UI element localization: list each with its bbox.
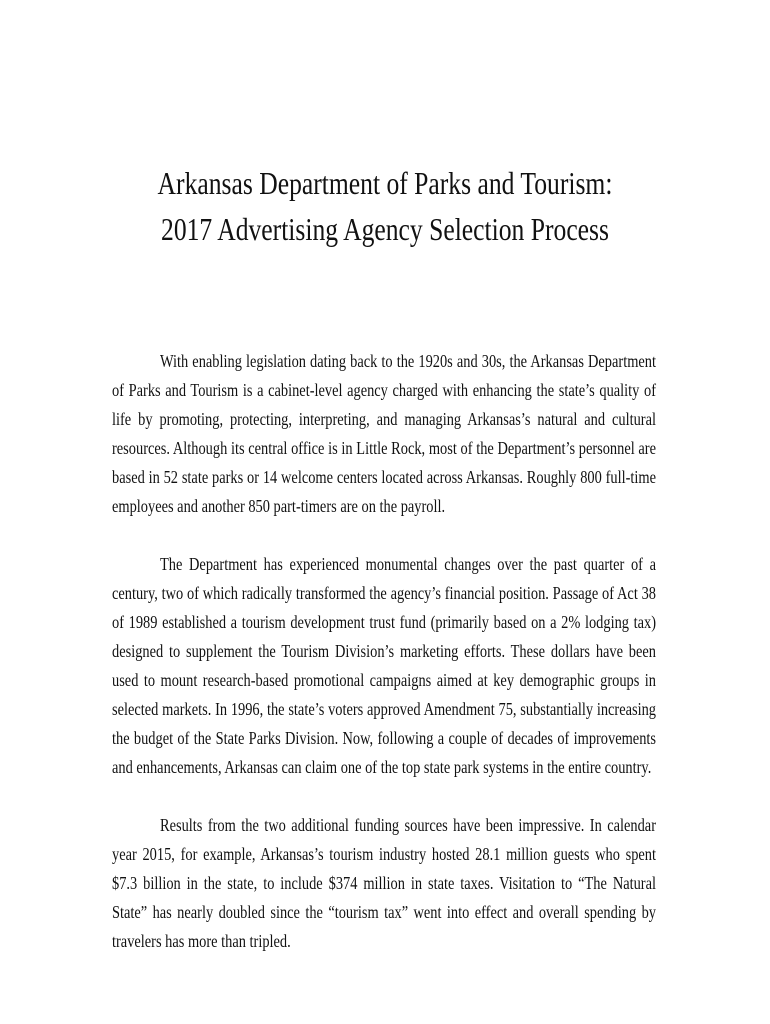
title-line-2: 2017 Advertising Agency Selection Process: [161, 211, 609, 247]
document-body: [112, 347, 656, 985]
title-line-1: Arkansas Department of Parks and Tourism:: [157, 165, 613, 201]
paragraph-1: With enabling legislation dating back to the 1920s and 30s, the Arkansas Department of Parks and Tourism is a cabinet-level agency charged with enhancing the state’s quality of life by promoting, protecting, interpreting, and managing Arkansas’s natural and cultural resources. Although its central office is in Little Rock, most of the Department’s personnel are based in 52 state parks or 14 welcome centers located across Arkansas. Roughly 800 full-time employees and another 850 part-timers are on the payroll.: [112, 351, 656, 516]
paragraph-2: The Department has experienced monumental changes over the past quarter of a century, two of which radically transformed the agency’s financial position. Passage of Act 38 of 1989 established a tourism development trust fund (primarily based on a 2% lodging tax) designed to supplement the Tourism Division’s marketing efforts. These dollars have been used to mount research-based promotional campaigns aimed at key demographic groups in selected markets. In 1996, the state’s voters approved Amendment 75, substantially increasing the budget of the State Parks Division. Now, following a couple of decades of improvements and enhancements, Arkansas can claim one of the top state park systems in the entire country.: [112, 554, 656, 777]
document-title: [77, 160, 693, 252]
paragraph-3: Results from the two additional funding sources have been impressive. In calendar year 2015, for example, Arkansas’s tourism industry hosted 28.1 million guests who spent $7.3 billion in the state, to include $374 million in state taxes. Visitation to “The Natural State” has nearly doubled since the “tourism tax” went into effect and overall spending by travelers has more than tripled.: [112, 815, 656, 951]
